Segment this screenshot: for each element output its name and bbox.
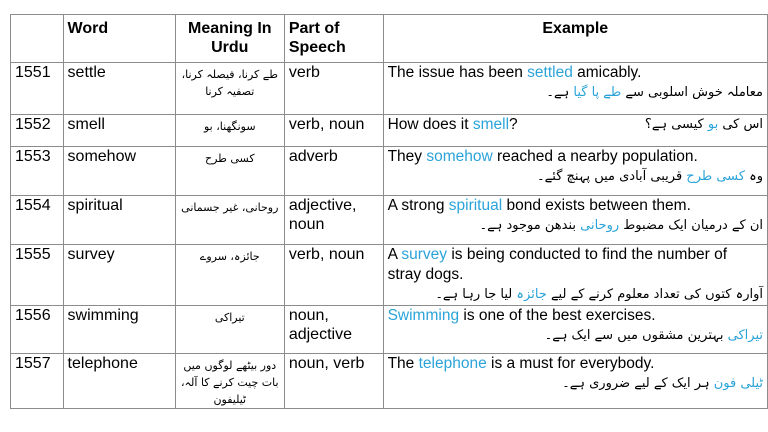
example-urdu-highlight: بو: [707, 117, 719, 132]
entry-example: [383, 354, 767, 409]
example-english: The issue has been settled amicably.: [387, 64, 642, 81]
entry-example: [383, 196, 767, 245]
example-english-highlight: settled: [527, 64, 573, 81]
entry-part-of-speech: verb, noun: [284, 245, 383, 306]
header-meaning: Meaning In Urdu: [175, 15, 284, 63]
header-part-of-speech: Part of Speech: [284, 15, 383, 63]
example-urdu-highlight: تیراکی: [727, 328, 763, 343]
entry-part-of-speech: adjective, noun: [284, 196, 383, 245]
entry-part-of-speech: noun, verb: [284, 354, 383, 409]
entry-number: 1557: [11, 354, 64, 409]
example-urdu: معاملہ خوش اسلوبی سے طے پا گیا ہے۔: [546, 85, 763, 100]
example-urdu-highlight: روحانی: [580, 218, 620, 233]
example-english: A survey is being conducted to find the number of stray dogs.: [387, 246, 728, 283]
entry-number: 1551: [11, 63, 64, 115]
example-urdu: تیراکی بہترین مشقوں میں سے ایک ہے۔: [544, 328, 763, 343]
example-urdu: ان کے درمیان ایک مضبوط روحانی بندھن موجود ہے۔: [479, 218, 763, 233]
example-english-highlight: somehow: [426, 148, 493, 165]
entry-word: swimming: [63, 306, 175, 354]
table-row: [11, 245, 768, 306]
entry-example: [383, 147, 767, 196]
example-english: A strong spiritual bond exists between them.: [387, 197, 691, 214]
entry-word: smell: [63, 115, 175, 147]
entry-example: [383, 306, 767, 354]
example-english: How does it smell?: [387, 116, 518, 133]
example-urdu-highlight: ٹیلی فون: [713, 376, 763, 391]
entry-word: settle: [63, 63, 175, 115]
table-row: [11, 63, 768, 115]
example-urdu: اس کی بو کیسی ہے؟: [644, 117, 763, 132]
table-row: [11, 196, 768, 245]
entry-urdu-meaning: روحانی، غیر جسمانی: [175, 196, 284, 245]
entry-urdu-meaning: طے کرنا، فیصلہ کرنا، تصفیہ کرنا: [175, 63, 284, 115]
entry-urdu-meaning: کسی طرح: [175, 147, 284, 196]
entry-word: survey: [63, 245, 175, 306]
header-row: [11, 15, 768, 63]
header-number: [11, 15, 64, 63]
table-row: [11, 306, 768, 354]
entry-number: 1552: [11, 115, 64, 147]
example-english: Swimming is one of the best exercises.: [387, 307, 656, 324]
example-urdu: ٹیلی فون ہر ایک کے لیے ضروری ہے۔: [562, 376, 763, 391]
table-row: [11, 147, 768, 196]
example-urdu: آوارہ کتوں کی تعداد معلوم کرنے کے لیے جائزہ لیا جا رہا ہے۔: [435, 287, 763, 302]
entry-part-of-speech: verb: [284, 63, 383, 115]
entry-number: 1553: [11, 147, 64, 196]
header-word: Word: [63, 15, 175, 63]
example-english: They somehow reached a nearby population.: [387, 148, 698, 165]
vocabulary-table: [10, 14, 768, 409]
entry-urdu-meaning: سونگھنا، بو: [175, 115, 284, 147]
example-english-highlight: survey: [401, 246, 448, 263]
table-row: [11, 115, 768, 147]
example-urdu-highlight: کسی طرح: [686, 169, 745, 184]
entry-number: 1554: [11, 196, 64, 245]
example-english-highlight: smell: [472, 116, 510, 133]
entry-example: [383, 245, 767, 306]
header-example: Example: [383, 15, 767, 63]
entry-number: 1556: [11, 306, 64, 354]
table-row: [11, 354, 768, 409]
entry-number: 1555: [11, 245, 64, 306]
example-english-highlight: telephone: [418, 355, 487, 372]
example-urdu-highlight: طے پا گیا: [573, 85, 622, 100]
entry-word: spiritual: [63, 196, 175, 245]
example-english-highlight: spiritual: [448, 197, 503, 214]
entry-example: [383, 63, 767, 115]
entry-word: somehow: [63, 147, 175, 196]
entry-example: [383, 115, 767, 147]
entry-urdu-meaning: جائزہ، سروے: [175, 245, 284, 306]
example-english-highlight: Swimming: [387, 307, 460, 324]
entry-urdu-meaning: دور بیٹھے لوگوں میں بات چیت کرنے کا آلہ، ٹیلیفون: [175, 354, 284, 409]
entry-part-of-speech: adverb: [284, 147, 383, 196]
example-urdu-highlight: جائزہ: [516, 287, 547, 302]
entry-part-of-speech: noun, adjective: [284, 306, 383, 354]
entry-word: telephone: [63, 354, 175, 409]
example-urdu: وہ کسی طرح قریبی آبادی میں پہنچ گئے۔: [537, 169, 763, 184]
example-english: The telephone is a must for everybody.: [387, 355, 655, 372]
entry-urdu-meaning: تیراکی: [175, 306, 284, 354]
entry-part-of-speech: verb, noun: [284, 115, 383, 147]
